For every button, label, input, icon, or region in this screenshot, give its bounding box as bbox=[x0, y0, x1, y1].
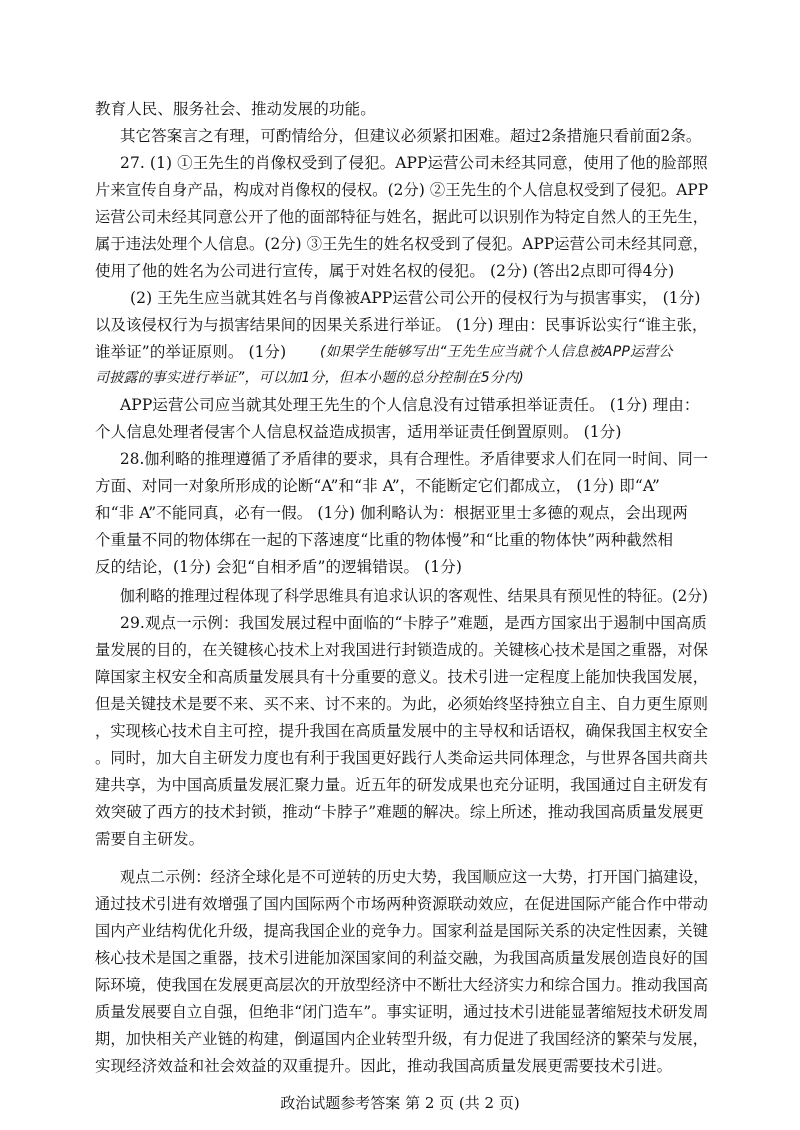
text-line: 期，加快相关产业链的构建，倒逼国内企业转型升级，有力促进了我国经济的繁荣与发展， bbox=[95, 1030, 709, 1048]
text-line: 和“非 A”不能同真，必有一假。 (1分) 伽利略认为：根据亚里士多德的观点，会出现两 bbox=[95, 504, 688, 522]
text-line: 谁举证”的举证原则。 (1分) bbox=[95, 343, 287, 361]
text-line: 方面、对同一对象所形成的论断“A”和“非 A”，不能断定它们都成立， (1分) 即“A” bbox=[95, 477, 660, 495]
text-line: 观点二示例：经济全球化是不可逆转的历史大势，我国顺应这一大势，打开国门搞建设， bbox=[120, 868, 709, 886]
scoring-note: 司披露的事实进行举证”，可以加1分，但本小题的总分控制在5分内) bbox=[95, 370, 524, 386]
text-line: 量发展的目的，在关键核心技术上对我国进行封锁造成的。关键核心技术是国之重器，对保 bbox=[95, 641, 709, 659]
text-line: 核心技术是国之重器，技术引进能加深国家间的利益交融，为我国高质量发展创造良好的国 bbox=[95, 949, 709, 967]
text-line: 但是关键技术是要不来、买不来、讨不来的。为此，必须始终坚持独立自主、自力更生原则 bbox=[95, 695, 709, 713]
text-line: 通过技术引进有效增强了国内国际两个市场两种资源联动效应，在促进国际产能合作中带动 bbox=[95, 895, 709, 913]
text-line: 其它答案言之有理，可酌情给分，但建议必须紧扣困难。超过2条措施只看前面2条。 bbox=[120, 127, 702, 145]
text-line: ，实现核心技术自主可控，提升我国在高质量发展中的主导权和话语权，确保我国主权安全 bbox=[95, 722, 709, 740]
text-line: 质量发展要自立自强，但绝非“闭门造车”。事实证明，通过技术引进能显著缩短技术研发周 bbox=[95, 1003, 709, 1021]
text-line: 实现经济效益和社会效益的双重提升。因此，推动我国高质量发展更需要技术引进。 bbox=[95, 1057, 673, 1075]
text-line: 属于违法处理个人信息。(2分) ③王先生的姓名权受到了侵犯。APP运营公司未经其同意， bbox=[95, 235, 709, 253]
text-line: 反的结论，(1分) 会犯“自相矛盾”的逻辑错误。 (1分) bbox=[95, 558, 463, 576]
text-line: 伽利略的推理过程体现了科学思维具有追求认识的客观性、结果具有预见性的特征。(2分) bbox=[120, 587, 709, 605]
text-line: 需要自主研发。 bbox=[95, 830, 205, 848]
text-line: 27. (1) ①王先生的肖像权受到了侵犯。APP运营公司未经其同意，使用了他的脸部照 bbox=[120, 154, 708, 172]
scoring-note: (如果学生能够写出“王先生应当就个人信息被APP运营公 bbox=[320, 344, 673, 360]
text-line: 教育人民、服务社会、推动发展的功能。 bbox=[95, 100, 376, 118]
text-line: (2) 王先生应当就其姓名与肖像被APP运营公司公开的侵权行为与损害事实， (1分) bbox=[130, 289, 701, 307]
text-line: 运营公司未经其同意公开了他的面部特征与姓名，据此可以识别作为特定自然人的王先生， bbox=[95, 208, 709, 226]
text-line: 片来宣传自身产品，构成对肖像权的侵权。(2分) ②王先生的个人信息权受到了侵犯。APP bbox=[95, 181, 709, 199]
text-line: 29.观点一示例：我国发展过程中面临的“卡脖子”难题，是西方国家出于遏制中国高质 bbox=[120, 614, 708, 632]
text-line: 28.伽利略的推理遵循了矛盾律的要求，具有合理性。矛盾律要求人们在同一时间、同一 bbox=[120, 450, 709, 468]
text-line: 。同时，加大自主研发力度也有利于我国更好践行人类命运共同体理念，与世界各国共商共 bbox=[95, 749, 709, 767]
text-line: 个重量不同的物体绑在一起的下落速度“比重的物体慢”和“比重的物体快”两种截然相 bbox=[95, 531, 674, 549]
text-line: 使用了他的姓名为公司进行宣传，属于对姓名权的侵犯。 (2分) (答出2点即可得4分) bbox=[95, 262, 675, 280]
text-line: 效突破了西方的技术封锁，推动“卡脖子”难题的解决。综上所述，推动我国高质量发展更 bbox=[95, 803, 704, 821]
text-line: 障国家主权安全和高质量发展具有十分重要的意义。技术引进一定程度上能加快我国发展， bbox=[95, 668, 709, 686]
text-line: 际环境，使我国在发展更高层次的开放型经济中不断壮大经济实力和综合国力。推动我国高 bbox=[95, 976, 709, 994]
page-footer: 政治试题参考答案 第 2 页 (共 2 页) bbox=[280, 1094, 520, 1112]
text-line: 以及该侵权行为与损害结果间的因果关系进行举证。 (1分) 理由：民事诉讼实行“谁主张， bbox=[95, 316, 708, 334]
text-line: 国内产业结构优化升级，提高我国企业的竞争力。国家利益是国际关系的决定性因素，关键 bbox=[95, 922, 709, 940]
text-line: APP运营公司应当就其处理王先生的个人信息没有过错承担举证责任。 (1分) 理由： bbox=[120, 396, 700, 414]
text-line: 建共享，为中国高质量发展汇聚力量。近五年的研发成果也充分证明，我国通过自主研发有 bbox=[95, 776, 709, 794]
text-line: 个人信息处理者侵害个人信息权益造成损害，适用举证责任倒置原则。 (1分) bbox=[95, 423, 622, 441]
